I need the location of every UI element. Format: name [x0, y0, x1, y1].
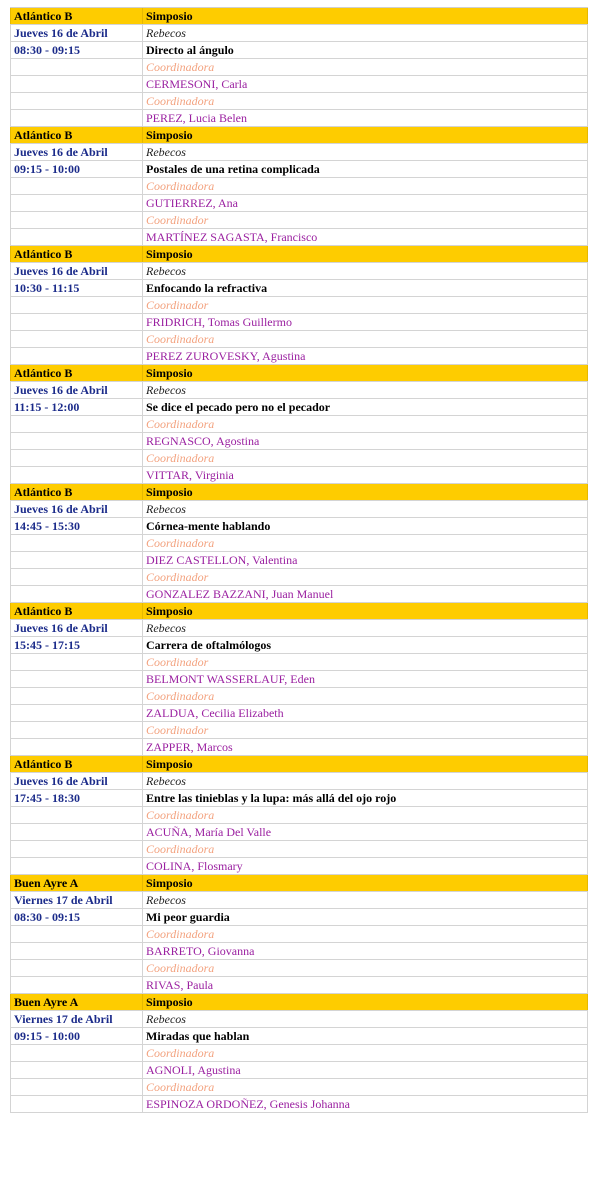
- session-type: Simposio: [142, 994, 588, 1010]
- session-type: Simposio: [142, 246, 588, 262]
- session-title: Córnea-mente hablando: [142, 518, 588, 534]
- session-time-row: [10, 42, 588, 59]
- room-label: Atlántico B: [10, 8, 142, 24]
- room-label: Atlántico B: [10, 127, 142, 143]
- person-name: PEREZ, Lucia Belen: [142, 110, 588, 126]
- person-row: [10, 552, 588, 569]
- person-row: [10, 433, 588, 450]
- person-role: Coordinadora: [142, 926, 588, 942]
- empty-cell: [10, 841, 142, 857]
- person-role: Coordinadora: [142, 450, 588, 466]
- role-row: [10, 450, 588, 467]
- person-role: Coordinadora: [142, 841, 588, 857]
- empty-cell: [10, 450, 142, 466]
- room-label: Atlántico B: [10, 756, 142, 772]
- session-day-row: [10, 1011, 588, 1028]
- person-role: Coordinadora: [142, 1045, 588, 1061]
- session-day: Jueves 16 de Abril: [10, 773, 142, 789]
- empty-cell: [10, 331, 142, 347]
- empty-cell: [10, 297, 142, 313]
- room-label: Buen Ayre A: [10, 994, 142, 1010]
- person-role: Coordinadora: [142, 1079, 588, 1095]
- session-time: 14:45 - 15:30: [10, 518, 142, 534]
- person-name: GUTIERREZ, Ana: [142, 195, 588, 211]
- session-time: 08:30 - 09:15: [10, 909, 142, 925]
- person-name: CERMESONI, Carla: [142, 76, 588, 92]
- session-group: Rebecos: [142, 382, 588, 398]
- room-label: Atlántico B: [10, 603, 142, 619]
- person-row: [10, 314, 588, 331]
- person-name: COLINA, Flosmary: [142, 858, 588, 874]
- person-name: MARTÍNEZ SAGASTA, Francisco: [142, 229, 588, 245]
- person-role: Coordinadora: [142, 331, 588, 347]
- session-day: Jueves 16 de Abril: [10, 263, 142, 279]
- role-row: [10, 1079, 588, 1096]
- session-day-row: [10, 892, 588, 909]
- room-label: Atlántico B: [10, 246, 142, 262]
- session-group: Rebecos: [142, 620, 588, 636]
- role-row: [10, 535, 588, 552]
- person-row: [10, 977, 588, 994]
- role-row: [10, 807, 588, 824]
- person-row: [10, 943, 588, 960]
- session-group: Rebecos: [142, 25, 588, 41]
- session-group: Rebecos: [142, 892, 588, 908]
- person-name: GONZALEZ BAZZANI, Juan Manuel: [142, 586, 588, 602]
- person-row: [10, 671, 588, 688]
- person-row: [10, 739, 588, 756]
- person-role: Coordinadora: [142, 416, 588, 432]
- schedule-table: [10, 7, 588, 1113]
- empty-cell: [10, 93, 142, 109]
- session-day: Jueves 16 de Abril: [10, 501, 142, 517]
- person-role: Coordinadora: [142, 93, 588, 109]
- person-row: [10, 195, 588, 212]
- person-name: PEREZ ZUROVESKY, Agustina: [142, 348, 588, 364]
- session-time-row: [10, 909, 588, 926]
- session-title: Se dice el pecado pero no el pecador: [142, 399, 588, 415]
- person-row: [10, 705, 588, 722]
- session-day: Viernes 17 de Abril: [10, 892, 142, 908]
- role-row: [10, 569, 588, 586]
- session-day: Jueves 16 de Abril: [10, 144, 142, 160]
- session-day: Jueves 16 de Abril: [10, 620, 142, 636]
- session-title: Postales de una retina complicada: [142, 161, 588, 177]
- empty-cell: [10, 552, 142, 568]
- person-name: DIEZ CASTELLON, Valentina: [142, 552, 588, 568]
- person-row: [10, 467, 588, 484]
- session-time: 11:15 - 12:00: [10, 399, 142, 415]
- session-type: Simposio: [142, 603, 588, 619]
- empty-cell: [10, 688, 142, 704]
- empty-cell: [10, 433, 142, 449]
- empty-cell: [10, 722, 142, 738]
- session-title: Directo al ángulo: [142, 42, 588, 58]
- person-row: [10, 824, 588, 841]
- empty-cell: [10, 59, 142, 75]
- session-time-row: [10, 399, 588, 416]
- empty-cell: [10, 195, 142, 211]
- session-title: Mi peor guardia: [142, 909, 588, 925]
- person-name: VITTAR, Virginia: [142, 467, 588, 483]
- role-row: [10, 212, 588, 229]
- empty-cell: [10, 229, 142, 245]
- session-day-row: [10, 501, 588, 518]
- person-row: [10, 586, 588, 603]
- session-time: 17:45 - 18:30: [10, 790, 142, 806]
- person-name: AGNOLI, Agustina: [142, 1062, 588, 1078]
- session-type: Simposio: [142, 484, 588, 500]
- person-name: RIVAS, Paula: [142, 977, 588, 993]
- person-row: [10, 348, 588, 365]
- room-label: Atlántico B: [10, 365, 142, 381]
- session-time: 08:30 - 09:15: [10, 42, 142, 58]
- empty-cell: [10, 535, 142, 551]
- session-header-row: [10, 756, 588, 773]
- empty-cell: [10, 1045, 142, 1061]
- role-row: [10, 297, 588, 314]
- role-row: [10, 59, 588, 76]
- session-title: Carrera de oftalmólogos: [142, 637, 588, 653]
- role-row: [10, 331, 588, 348]
- person-role: Coordinadora: [142, 960, 588, 976]
- empty-cell: [10, 943, 142, 959]
- empty-cell: [10, 314, 142, 330]
- person-role: Coordinadora: [142, 59, 588, 75]
- session-day: Jueves 16 de Abril: [10, 382, 142, 398]
- empty-cell: [10, 671, 142, 687]
- session-time-row: [10, 790, 588, 807]
- person-name: BARRETO, Giovanna: [142, 943, 588, 959]
- empty-cell: [10, 586, 142, 602]
- role-row: [10, 841, 588, 858]
- empty-cell: [10, 960, 142, 976]
- empty-cell: [10, 824, 142, 840]
- session-time-row: [10, 161, 588, 178]
- session-time-row: [10, 518, 588, 535]
- person-name: ACUÑA, María Del Valle: [142, 824, 588, 840]
- empty-cell: [10, 807, 142, 823]
- session-day: Jueves 16 de Abril: [10, 25, 142, 41]
- session-title: Entre las tinieblas y la lupa: más allá del ojo rojo: [142, 790, 588, 806]
- empty-cell: [10, 739, 142, 755]
- person-role: Coordinador: [142, 297, 588, 313]
- empty-cell: [10, 654, 142, 670]
- session-day-row: [10, 620, 588, 637]
- role-row: [10, 654, 588, 671]
- session-title: Miradas que hablan: [142, 1028, 588, 1044]
- session-type: Simposio: [142, 127, 588, 143]
- session-day-row: [10, 144, 588, 161]
- empty-cell: [10, 467, 142, 483]
- person-row: [10, 858, 588, 875]
- role-row: [10, 93, 588, 110]
- person-row: [10, 110, 588, 127]
- session-time-row: [10, 1028, 588, 1045]
- session-day: Viernes 17 de Abril: [10, 1011, 142, 1027]
- person-role: Coordinadora: [142, 688, 588, 704]
- empty-cell: [10, 858, 142, 874]
- room-label: Buen Ayre A: [10, 875, 142, 891]
- person-name: ZAPPER, Marcos: [142, 739, 588, 755]
- session-type: Simposio: [142, 365, 588, 381]
- person-role: Coordinadora: [142, 807, 588, 823]
- person-role: Coordinadora: [142, 178, 588, 194]
- session-type: Simposio: [142, 875, 588, 891]
- empty-cell: [10, 977, 142, 993]
- empty-cell: [10, 416, 142, 432]
- role-row: [10, 688, 588, 705]
- session-time: 10:30 - 11:15: [10, 280, 142, 296]
- empty-cell: [10, 926, 142, 942]
- person-role: Coordinador: [142, 212, 588, 228]
- session-header-row: [10, 246, 588, 263]
- session-header-row: [10, 603, 588, 620]
- session-group: Rebecos: [142, 1011, 588, 1027]
- empty-cell: [10, 705, 142, 721]
- session-time: 15:45 - 17:15: [10, 637, 142, 653]
- person-row: [10, 1062, 588, 1079]
- empty-cell: [10, 1096, 142, 1112]
- empty-cell: [10, 178, 142, 194]
- person-role: Coordinador: [142, 569, 588, 585]
- person-name: REGNASCO, Agostina: [142, 433, 588, 449]
- person-row: [10, 76, 588, 93]
- session-day-row: [10, 773, 588, 790]
- room-label: Atlántico B: [10, 484, 142, 500]
- empty-cell: [10, 76, 142, 92]
- empty-cell: [10, 110, 142, 126]
- session-day-row: [10, 263, 588, 280]
- role-row: [10, 722, 588, 739]
- session-time-row: [10, 637, 588, 654]
- session-header-row: [10, 875, 588, 892]
- session-group: Rebecos: [142, 501, 588, 517]
- session-time: 09:15 - 10:00: [10, 1028, 142, 1044]
- session-header-row: [10, 365, 588, 382]
- person-name: FRIDRICH, Tomas Guillermo: [142, 314, 588, 330]
- role-row: [10, 960, 588, 977]
- session-group: Rebecos: [142, 773, 588, 789]
- session-group: Rebecos: [142, 144, 588, 160]
- session-header-row: [10, 484, 588, 501]
- session-header-row: [10, 127, 588, 144]
- person-name: BELMONT WASSERLAUF, Eden: [142, 671, 588, 687]
- role-row: [10, 178, 588, 195]
- empty-cell: [10, 212, 142, 228]
- person-name: ZALDUA, Cecilia Elizabeth: [142, 705, 588, 721]
- empty-cell: [10, 1062, 142, 1078]
- role-row: [10, 926, 588, 943]
- person-role: Coordinador: [142, 722, 588, 738]
- session-time-row: [10, 280, 588, 297]
- session-type: Simposio: [142, 756, 588, 772]
- session-group: Rebecos: [142, 263, 588, 279]
- empty-cell: [10, 348, 142, 364]
- session-day-row: [10, 382, 588, 399]
- session-type: Simposio: [142, 8, 588, 24]
- empty-cell: [10, 1079, 142, 1095]
- session-header-row: [10, 8, 588, 25]
- session-day-row: [10, 25, 588, 42]
- empty-cell: [10, 569, 142, 585]
- person-role: Coordinador: [142, 654, 588, 670]
- person-row: [10, 229, 588, 246]
- role-row: [10, 416, 588, 433]
- person-name: ESPINOZA ORDOÑEZ, Genesis Johanna: [142, 1096, 588, 1112]
- role-row: [10, 1045, 588, 1062]
- session-time: 09:15 - 10:00: [10, 161, 142, 177]
- session-header-row: [10, 994, 588, 1011]
- session-title: Enfocando la refractiva: [142, 280, 588, 296]
- person-row: [10, 1096, 588, 1113]
- person-role: Coordinadora: [142, 535, 588, 551]
